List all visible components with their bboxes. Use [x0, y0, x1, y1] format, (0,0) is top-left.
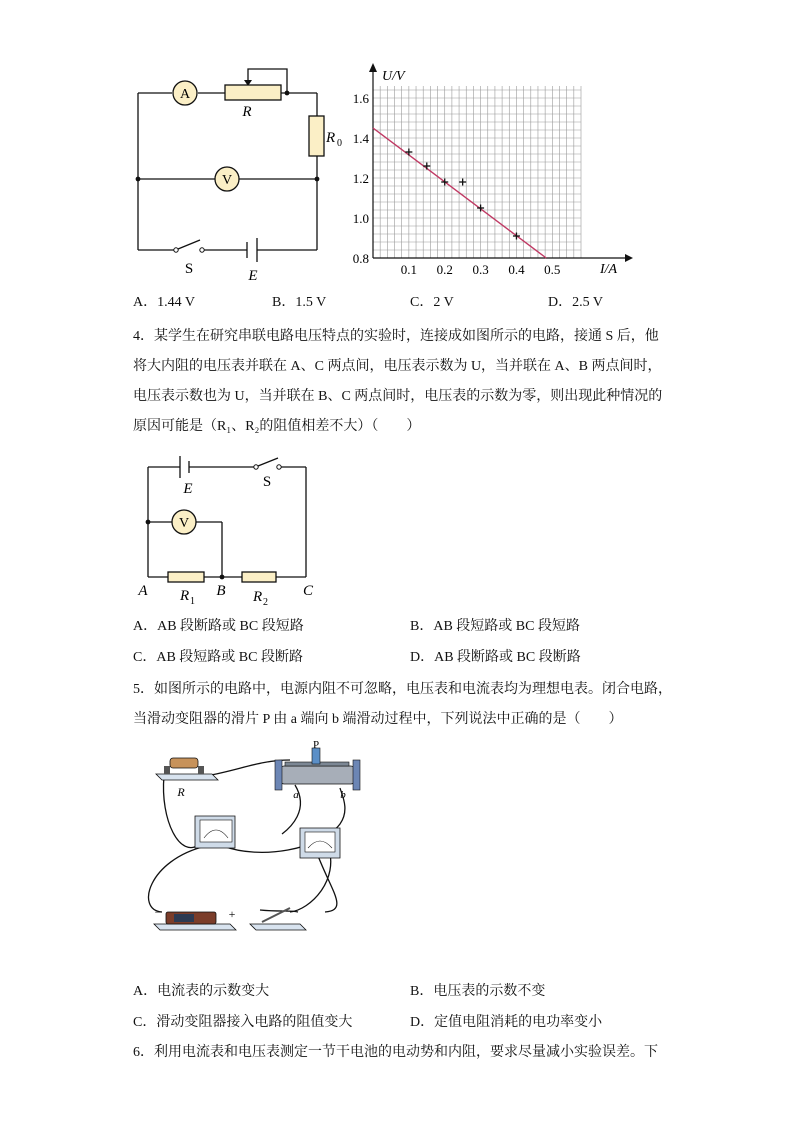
fit-line	[373, 128, 546, 258]
q4-text-line-1: 4．某学生在研究串联电路电压特点的实验时，连接成如图所示的电路，接通 S 后，他	[133, 329, 659, 344]
r0-label: R	[326, 130, 336, 146]
x-axis-arrow	[625, 254, 633, 262]
q4-source-label: E	[183, 481, 193, 497]
q3-circuit-diagram	[125, 60, 340, 290]
y-tick-label: 1.2	[352, 171, 369, 186]
voltmeter-label: V	[221, 173, 233, 188]
r1-subscript: 1	[190, 596, 195, 607]
r0-subscript: 0	[337, 138, 342, 149]
rheostat-label: R	[242, 104, 252, 120]
data-point	[459, 179, 466, 186]
q4-switch-label: S	[262, 474, 272, 490]
y-tick-label: 0.8	[352, 251, 369, 266]
q3-option-c[interactable]: C．2 V	[410, 295, 454, 310]
q5-option-c[interactable]: C．滑动变阻器接入电路的阻值变大	[133, 1015, 353, 1030]
data-point	[423, 163, 430, 170]
source-label: E	[248, 268, 258, 284]
y-tick-label: 1.6	[352, 91, 369, 106]
q5-slider-label: P	[312, 739, 320, 751]
node-c-label: C	[302, 583, 314, 599]
q5-apparatus-figure	[140, 740, 370, 940]
q4-text-line-2: 将大内阻的电压表并联在 A、C 两点间，电压表示数为 U，当并联在 A、B 两点间时，	[133, 359, 662, 374]
r2-subscript: 2	[263, 597, 268, 608]
x-axis-label: I/A	[600, 262, 618, 277]
q5-end-a-label: a	[293, 789, 299, 801]
x-tick-label: 0.2	[436, 262, 453, 277]
y-axis-arrow	[369, 63, 377, 72]
q4-option-d[interactable]: D．AB 段断路或 BC 段断路	[410, 650, 581, 665]
ammeter-label: A	[179, 87, 191, 102]
node-b-label: B	[216, 583, 226, 599]
y-axis-label: U/V	[382, 69, 405, 84]
x-tick-label: 0.5	[544, 262, 561, 277]
x-tick-label: 0.4	[508, 262, 525, 277]
q5-end-b-label: b	[340, 789, 346, 801]
node-a-label: A	[138, 583, 148, 599]
u-i-chart	[340, 60, 640, 280]
q5-text-line-1: 5．如图所示的电路中，电源内阻不可忽略，电压表和电流表均为理想电表。闭合电路，	[133, 682, 672, 697]
q5-option-b[interactable]: B．电压表的示数不变	[410, 984, 546, 999]
q4-option-c[interactable]: C．AB 段短路或 BC 段断路	[133, 650, 303, 665]
q5-battery-minus: −	[154, 905, 162, 919]
q5-option-d[interactable]: D．定值电阻消耗的电功率变小	[410, 1015, 603, 1030]
q4-text-line-3: 电压表示数也为 U，当并联在 B、C 两点间时，电压表的示数为零，则出现此种情况的	[133, 389, 663, 404]
q4-option-b[interactable]: B．AB 段短路或 BC 段短路	[410, 619, 580, 634]
q5-option-a[interactable]: A．电流表的示数变大	[133, 984, 270, 999]
q3-option-a[interactable]: A．1.44 V	[133, 295, 195, 310]
x-tick-label: 0.1	[400, 262, 417, 277]
q5-text-line-2: 当滑动变阻器的滑片 P 由 a 端向 b 端滑动过程中，下列说法中正确的是（ ）	[133, 712, 623, 727]
q6-text-line-1: 6．利用电流表和电压表测定一节干电池的电动势和内阻，要求尽量减小实验误差。下	[133, 1045, 658, 1060]
q4-circuit-diagram	[130, 450, 330, 610]
q5-battery-plus: +	[228, 907, 236, 921]
q4-text-line-4: 原因可能是（R₁、R₂的阻值相差不大）（ ）	[133, 419, 421, 434]
switch-label: S	[184, 261, 194, 277]
q3-option-d[interactable]: D．2.5 V	[548, 295, 603, 310]
q4-option-a[interactable]: A．AB 段断路或 BC 段短路	[133, 619, 304, 634]
r2-label: R	[253, 589, 263, 605]
r1-label: R	[180, 588, 190, 604]
q5-resistor-label: R	[177, 785, 185, 799]
x-tick-label: 0.3	[472, 262, 489, 277]
q4-voltmeter-label: V	[178, 516, 190, 531]
y-tick-label: 1.4	[352, 131, 369, 146]
data-point	[405, 149, 412, 156]
q3-option-b[interactable]: B．1.5 V	[272, 295, 327, 310]
y-tick-label: 1.0	[352, 211, 369, 226]
